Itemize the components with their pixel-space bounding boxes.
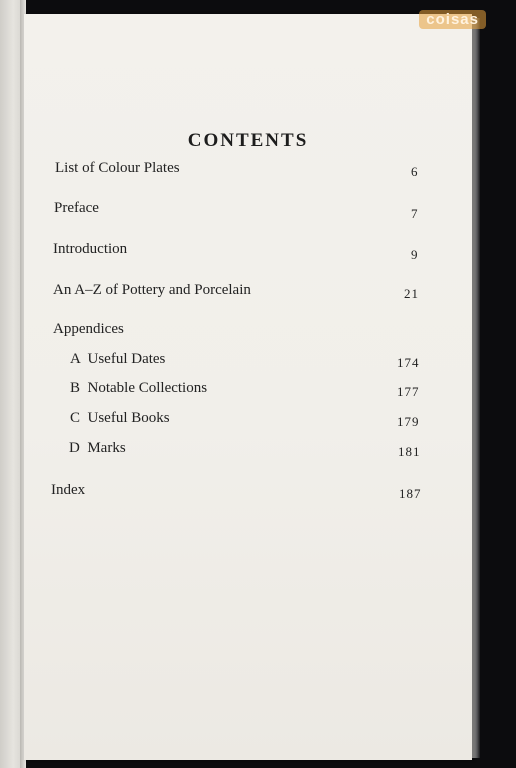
toc-entry-page: 21	[404, 286, 419, 301]
toc-entry-label: D Marks	[69, 440, 126, 456]
toc-entry-label: Preface	[54, 200, 99, 216]
facing-page-edge	[0, 0, 22, 768]
toc-entry-page: 7	[411, 206, 419, 221]
contents-title: CONTENTS	[187, 130, 309, 151]
toc-entry-page: 6	[411, 164, 419, 179]
toc-entry-page: 181	[398, 444, 421, 459]
toc-entry-page: 174	[397, 355, 420, 370]
toc-entry-label: B Notable Collections	[70, 380, 208, 396]
toc-entry-page: 177	[397, 384, 420, 399]
toc-entry-label: An A–Z of Pottery and Porcelain	[53, 282, 251, 298]
toc-entry-page: 179	[397, 414, 420, 429]
toc-entry-label: A Useful Dates	[70, 351, 166, 367]
watermark-logo: coisas	[419, 10, 486, 29]
toc-entry-page: 187	[399, 486, 422, 501]
toc-entry-label: Index	[51, 482, 86, 498]
toc-entry-label: Appendices	[53, 321, 124, 337]
contents-page	[24, 14, 472, 760]
toc-entry-label: Introduction	[53, 241, 128, 257]
toc-entry-label: List of Colour Plates	[55, 160, 180, 176]
toc-entry-page: 9	[411, 247, 419, 262]
toc-entry-label: C Useful Books	[70, 410, 170, 426]
